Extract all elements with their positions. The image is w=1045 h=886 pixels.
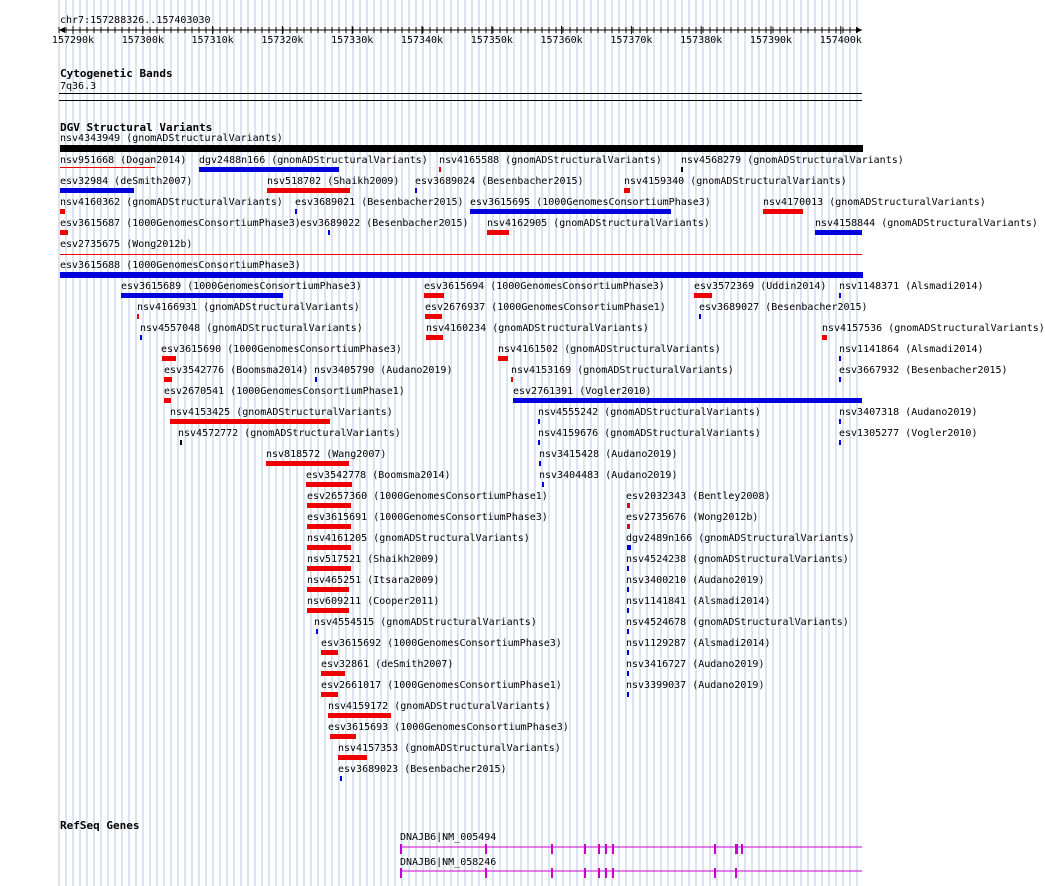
variant-feature[interactable] [180, 440, 182, 445]
variant-feature[interactable] [307, 608, 349, 613]
variant-label[interactable]: dgv2488n166 (gnomADStructuralVariants) [199, 155, 428, 166]
variant-label[interactable]: esv2670541 (1000GenomesConsortiumPhase1) [164, 386, 405, 397]
ruler-tick-label: 157370k [610, 35, 653, 46]
variant-feature[interactable] [328, 713, 391, 718]
dgv-track-title: DGV Structural Variants [60, 121, 213, 134]
variant-feature[interactable] [60, 188, 134, 193]
variant-feature[interactable] [170, 419, 330, 424]
variant-label[interactable]: nsv3404483 (Audano2019) [539, 470, 678, 481]
variant-label[interactable]: nsv4160234 (gnomADStructuralVariants) [426, 323, 649, 334]
variant-feature[interactable] [307, 524, 351, 529]
variant-feature[interactable] [199, 167, 339, 172]
location-label: chr7:157288326..157403030 [60, 15, 211, 26]
variant-label[interactable]: nsv3407318 (Audano2019) [839, 407, 978, 418]
variant-feature[interactable] [511, 377, 513, 382]
variant-label[interactable]: nsv518702 (Shaikh2009) [267, 176, 400, 187]
variant-feature[interactable] [266, 461, 349, 466]
variant-feature[interactable] [839, 293, 841, 298]
variant-label[interactable]: nsv4159172 (gnomADStructuralVariants) [328, 701, 551, 712]
variant-feature[interactable] [627, 629, 629, 634]
variant-feature[interactable] [307, 503, 351, 508]
variant-label[interactable]: esv3689022 (Besenbacher2015) [300, 218, 469, 229]
variant-label[interactable]: nsv4160362 (gnomADStructuralVariants) [60, 197, 283, 208]
variant-label[interactable]: nsv3405790 (Audano2019) [314, 365, 453, 376]
ruler-tick-label: 157290k [51, 35, 95, 46]
variant-label[interactable]: nsv1148371 (Alsmadi2014) [839, 281, 984, 292]
variant-feature[interactable] [426, 335, 443, 340]
variant-feature[interactable] [315, 377, 317, 382]
variant-label[interactable]: esv2735676 (Wong2012b) [626, 512, 759, 523]
variant-label[interactable]: esv2735675 (Wong2012b) [60, 239, 193, 250]
variant-label[interactable]: nsv4572772 (gnomADStructuralVariants) [178, 428, 401, 439]
variant-feature[interactable] [306, 482, 352, 487]
variant-label[interactable]: esv3667932 (Besenbacher2015) [839, 365, 1008, 376]
variant-label[interactable]: esv3689024 (Besenbacher2015) [415, 176, 584, 187]
variant-feature[interactable] [699, 314, 701, 319]
variant-label[interactable]: nsv465251 (Itsara2009) [307, 575, 440, 586]
variant-feature[interactable] [815, 230, 862, 235]
variant-label[interactable]: nsv4343949 (gnomADStructuralVariants) [60, 133, 283, 144]
ruler-tick-label: 157340k [400, 35, 444, 46]
variant-feature[interactable] [839, 356, 841, 361]
variant-feature[interactable] [140, 335, 142, 340]
variant-feature[interactable] [321, 671, 345, 676]
variant-label[interactable]: esv3615695 (1000GenomesConsortiumPhase3) [470, 197, 711, 208]
variant-label[interactable]: esv3615694 (1000GenomesConsortiumPhase3) [424, 281, 665, 292]
variant-feature[interactable] [295, 209, 297, 214]
gene-model[interactable] [400, 844, 862, 854]
variant-feature[interactable] [538, 440, 540, 445]
variant-feature[interactable] [624, 188, 630, 193]
cytoband-track-title: Cytogenetic Bands [60, 67, 173, 80]
gene-label: DNAJB6|NM_058246 [400, 857, 497, 868]
variant-label[interactable]: nsv4161205 (gnomADStructuralVariants) [307, 533, 530, 544]
variant-feature[interactable] [330, 734, 356, 739]
variant-label[interactable]: nsv4568279 (gnomADStructuralVariants) [681, 155, 904, 166]
variant-label[interactable]: nsv1141864 (Alsmadi2014) [839, 344, 984, 355]
variant-label[interactable]: nsv4153425 (gnomADStructuralVariants) [170, 407, 393, 418]
variant-feature[interactable] [470, 209, 671, 214]
variant-feature[interactable] [321, 650, 338, 655]
variant-label[interactable]: nsv4159676 (gnomADStructuralVariants) [538, 428, 761, 439]
variant-feature[interactable] [627, 545, 631, 550]
ruler-tick-label: 157320k [261, 35, 304, 46]
variant-label[interactable]: nsv4165588 (gnomADStructuralVariants) [439, 155, 662, 166]
variant-label[interactable]: nsv4161502 (gnomADStructuralVariants) [498, 344, 721, 355]
variant-label[interactable]: esv3615689 (1000GenomesConsortiumPhase3) [121, 281, 362, 292]
variant-label[interactable]: esv1305277 (Vogler2010) [839, 428, 978, 439]
variant-feature[interactable] [316, 629, 318, 634]
group-separator [60, 254, 862, 255]
variant-feature[interactable] [60, 209, 65, 214]
variant-label[interactable]: esv3689027 (Besenbacher2015) [699, 302, 868, 313]
variant-label[interactable]: esv3615688 (1000GenomesConsortiumPhase3) [60, 260, 301, 271]
variant-label[interactable]: nsv3415428 (Audano2019) [539, 449, 678, 460]
variant-label[interactable]: nsv3399037 (Audano2019) [626, 680, 765, 691]
variant-label[interactable]: nsv951668 (Dogan2014) [60, 155, 187, 166]
variant-feature[interactable] [164, 398, 171, 403]
ruler-tick-label: 157360k [540, 35, 583, 46]
variant-label[interactable]: esv3615687 (1000GenomesConsortiumPhase3) [60, 218, 301, 229]
variant-label[interactable]: esv32861 (deSmith2007) [321, 659, 454, 670]
variant-label[interactable]: nsv517521 (Shaikh2009) [307, 554, 440, 565]
variant-feature[interactable] [439, 167, 441, 172]
variant-label[interactable]: nsv3416727 (Audano2019) [626, 659, 765, 670]
variant-label[interactable]: nsv4557048 (gnomADStructuralVariants) [140, 323, 363, 334]
gene-models [0, 840, 890, 886]
variant-feature[interactable] [542, 482, 544, 487]
variant-feature[interactable] [627, 692, 629, 697]
variant-label[interactable]: nsv4158844 (gnomADStructuralVariants) [815, 218, 1038, 229]
variant-label[interactable]: esv3615691 (1000GenomesConsortiumPhase3) [307, 512, 548, 523]
variant-label[interactable]: esv2657360 (1000GenomesConsortiumPhase1) [307, 491, 548, 502]
variant-label[interactable]: esv3689023 (Besenbacher2015) [338, 764, 507, 775]
variant-label[interactable]: esv2032343 (Bentley2008) [626, 491, 771, 502]
variant-label[interactable]: nsv3400210 (Audano2019) [626, 575, 765, 586]
variant-feature[interactable] [627, 524, 630, 529]
cytoband-label: 7q36.3 [60, 81, 97, 92]
ruler-tick-label: 157380k [680, 35, 723, 46]
variant-label[interactable]: nsv4153169 (gnomADStructuralVariants) [511, 365, 734, 376]
ruler-tick-label: 157350k [470, 35, 513, 46]
ruler-tick-label: 157310k [191, 35, 234, 46]
variant-label[interactable]: nsv4554515 (gnomADStructuralVariants) [314, 617, 537, 628]
variant-label[interactable]: esv3689021 (Besenbacher2015) [295, 197, 464, 208]
refseq-track-title: RefSeq Genes [60, 819, 140, 832]
variant-feature[interactable] [307, 587, 349, 592]
variant-label[interactable]: nsv1141841 (Alsmadi2014) [626, 596, 771, 607]
variant-feature[interactable] [763, 209, 803, 214]
variant-feature[interactable] [627, 608, 629, 613]
variant-label[interactable]: nsv609211 (Cooper2011) [307, 596, 440, 607]
variant-feature[interactable] [267, 188, 350, 193]
variant-label[interactable]: esv2661017 (1000GenomesConsortiumPhase1) [321, 680, 562, 691]
variant-feature[interactable] [822, 335, 827, 340]
variant-label[interactable]: nsv4159340 (gnomADStructuralVariants) [624, 176, 847, 187]
variant-feature[interactable] [424, 293, 444, 298]
variant-feature[interactable] [328, 230, 330, 235]
variant-label[interactable]: esv3615693 (1000GenomesConsortiumPhase3) [328, 722, 569, 733]
variant-feature[interactable] [338, 755, 367, 760]
variant-feature[interactable] [307, 545, 351, 550]
variant-label[interactable]: esv2761391 (Vogler2010) [513, 386, 652, 397]
variant-label[interactable]: nsv4524238 (gnomADStructuralVariants) [626, 554, 849, 565]
variant-label[interactable]: dgv2489n166 (gnomADStructuralVariants) [626, 533, 855, 544]
variant-feature[interactable] [121, 293, 283, 298]
variant-label[interactable]: esv2676937 (1000GenomesConsortiumPhase1) [425, 302, 666, 313]
variant-feature[interactable] [627, 587, 629, 592]
ruler-tick-label: 157400k [819, 35, 862, 46]
variant-label[interactable]: nsv4170013 (gnomADStructuralVariants) [763, 197, 986, 208]
gene-label: DNAJB6|NM_005494 [400, 832, 497, 843]
variant-feature[interactable] [627, 503, 630, 508]
variant-feature[interactable] [321, 692, 338, 697]
ruler-tick-label: 157330k [331, 35, 374, 46]
variant-feature[interactable] [60, 145, 863, 152]
variant-label[interactable]: nsv4555242 (gnomADStructuralVariants) [538, 407, 761, 418]
variant-feature[interactable] [60, 272, 863, 278]
variant-feature[interactable] [340, 776, 342, 781]
variant-label[interactable]: esv3572369 (Uddin2014) [694, 281, 827, 292]
variant-label[interactable]: esv3542776 (Boomsma2014) [164, 365, 309, 376]
variant-feature[interactable] [164, 377, 172, 382]
variant-feature[interactable] [627, 650, 629, 655]
variant-label[interactable]: nsv4162905 (gnomADStructuralVariants) [487, 218, 710, 229]
variant-feature[interactable] [162, 356, 176, 361]
variant-feature[interactable] [538, 419, 540, 424]
cytoband-rule-bottom [59, 100, 862, 101]
variant-feature[interactable] [694, 293, 712, 298]
variant-feature[interactable] [513, 398, 862, 403]
variant-label[interactable]: esv3542778 (Boomsma2014) [306, 470, 451, 481]
variant-label[interactable]: nsv4524678 (gnomADStructuralVariants) [626, 617, 849, 628]
variant-label[interactable]: nsv4157353 (gnomADStructuralVariants) [338, 743, 561, 754]
variant-feature[interactable] [137, 314, 139, 319]
variant-label[interactable]: nsv1129287 (Alsmadi2014) [626, 638, 771, 649]
variant-feature[interactable] [539, 461, 541, 466]
variant-feature[interactable] [307, 566, 351, 571]
variant-label[interactable]: esv32984 (deSmith2007) [60, 176, 193, 187]
variant-feature[interactable] [60, 167, 155, 168]
variant-feature[interactable] [627, 566, 629, 571]
ruler-tick-label: 157390k [749, 35, 793, 46]
variant-feature[interactable] [487, 230, 509, 235]
ruler-tick-label: 157300k [121, 35, 164, 46]
variant-feature[interactable] [425, 314, 442, 319]
variant-label[interactable]: nsv4166931 (gnomADStructuralVariants) [137, 302, 360, 313]
variant-label[interactable]: nsv4157536 (gnomADStructuralVariants) [822, 323, 1045, 334]
variant-feature[interactable] [839, 377, 841, 382]
variant-feature[interactable] [627, 671, 629, 676]
variant-feature[interactable] [415, 188, 417, 193]
cytoband-rule-top [59, 93, 862, 94]
variant-feature[interactable] [498, 356, 508, 361]
variant-feature[interactable] [839, 440, 841, 445]
variant-label[interactable]: esv3615690 (1000GenomesConsortiumPhase3) [161, 344, 402, 355]
variant-label[interactable]: esv3615692 (1000GenomesConsortiumPhase3) [321, 638, 562, 649]
variant-feature[interactable] [839, 419, 841, 424]
variant-feature[interactable] [681, 167, 683, 172]
gene-model[interactable] [400, 868, 862, 878]
variant-feature[interactable] [60, 230, 68, 235]
variant-label[interactable]: nsv818572 (Wang2007) [266, 449, 387, 460]
